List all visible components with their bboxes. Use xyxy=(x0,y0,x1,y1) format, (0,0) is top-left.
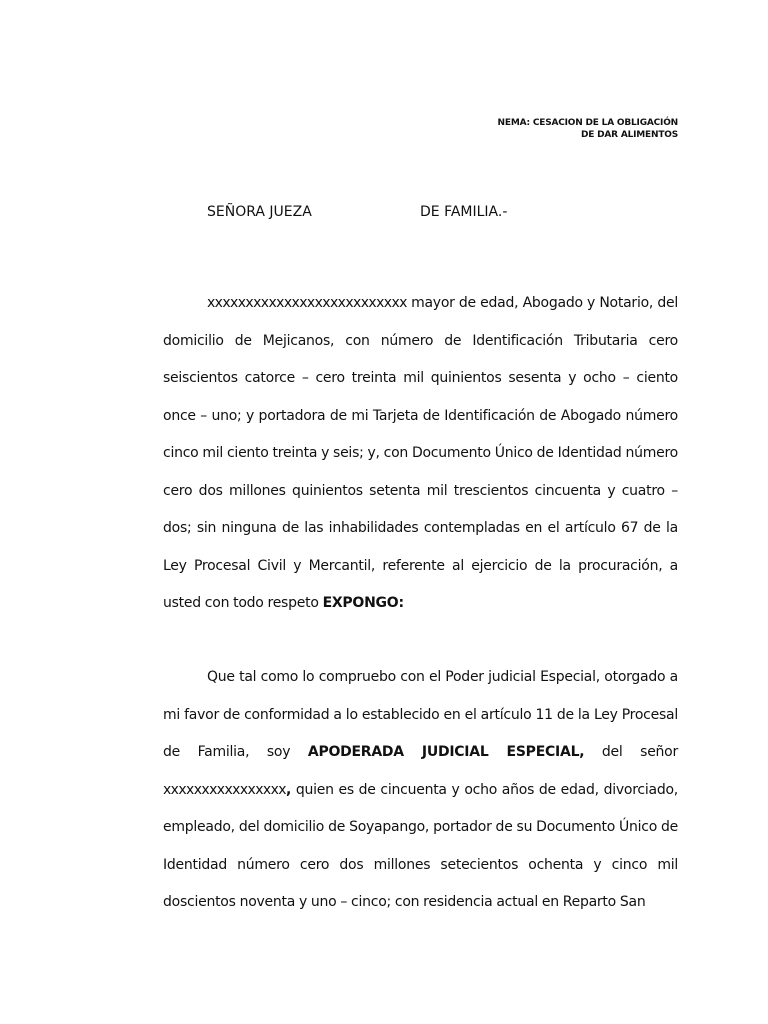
expongo-label: EXPONGO: xyxy=(322,595,404,611)
role-label: APODERADA JUDICIAL ESPECIAL, xyxy=(307,744,585,760)
paragraph-introduction xyxy=(163,285,678,623)
paragraph-2-text-c: quien es de cincuenta y ocho años de edad, divorciado, empleado, del domicilio de Soyapango, portador de su Documento Único de Identidad número cero dos millones setecientos ochenta y cinco mil doscientos noventa y uno – cinco; con residencia actual en Reparto San xyxy=(163,781,678,910)
addressee xyxy=(207,200,567,224)
name-placeholder: xxxxxxxxxxxxxxxxxxxxxxxxxx xyxy=(207,295,407,311)
header-line-2: DE DAR ALIMENTOS xyxy=(580,130,678,140)
paragraph-2-text-a: Que tal como lo compruebo con el Poder judicial Especial, otorgado a mi favor de conformidad a lo establecido en el artículo 11 de la Ley Procesal de Familia, soy xyxy=(163,669,678,760)
client-comma: , xyxy=(285,781,292,798)
header-line-1: NEMA: CESACION DE LA OBLIGACIÓN xyxy=(497,118,678,128)
paragraph-1-text: mayor de edad, Abogado y Notario, del domicilio de Mejicanos, con número de Identificación Tributaria cero seiscientos catorce – cero treinta mil quinientos sesenta y ocho – ciento once – uno; y portadora de mi Tarjeta de Identificación de Abogado número cinco mil ciento treinta y seis; y, con Documento Único de Identidad número cero dos millones quinientos setenta mil trescientos cincuenta y cuatro – dos; sin ninguna de las inhabilidades contempladas en el artículo 67 de la Ley Procesal Civil y Mercantil, referente al ejercicio de la procuración, a usted con todo respeto xyxy=(163,295,678,611)
addressee-judge: SEÑORA JUEZA xyxy=(207,204,312,220)
addressee-court: DE FAMILIA.- xyxy=(420,204,508,220)
paragraph-2-text-b: del señor xyxy=(584,744,679,760)
client-placeholder: xxxxxxxxxxxxxxxx xyxy=(163,781,286,798)
paragraph-representation xyxy=(163,659,678,922)
document-header xyxy=(498,117,678,141)
